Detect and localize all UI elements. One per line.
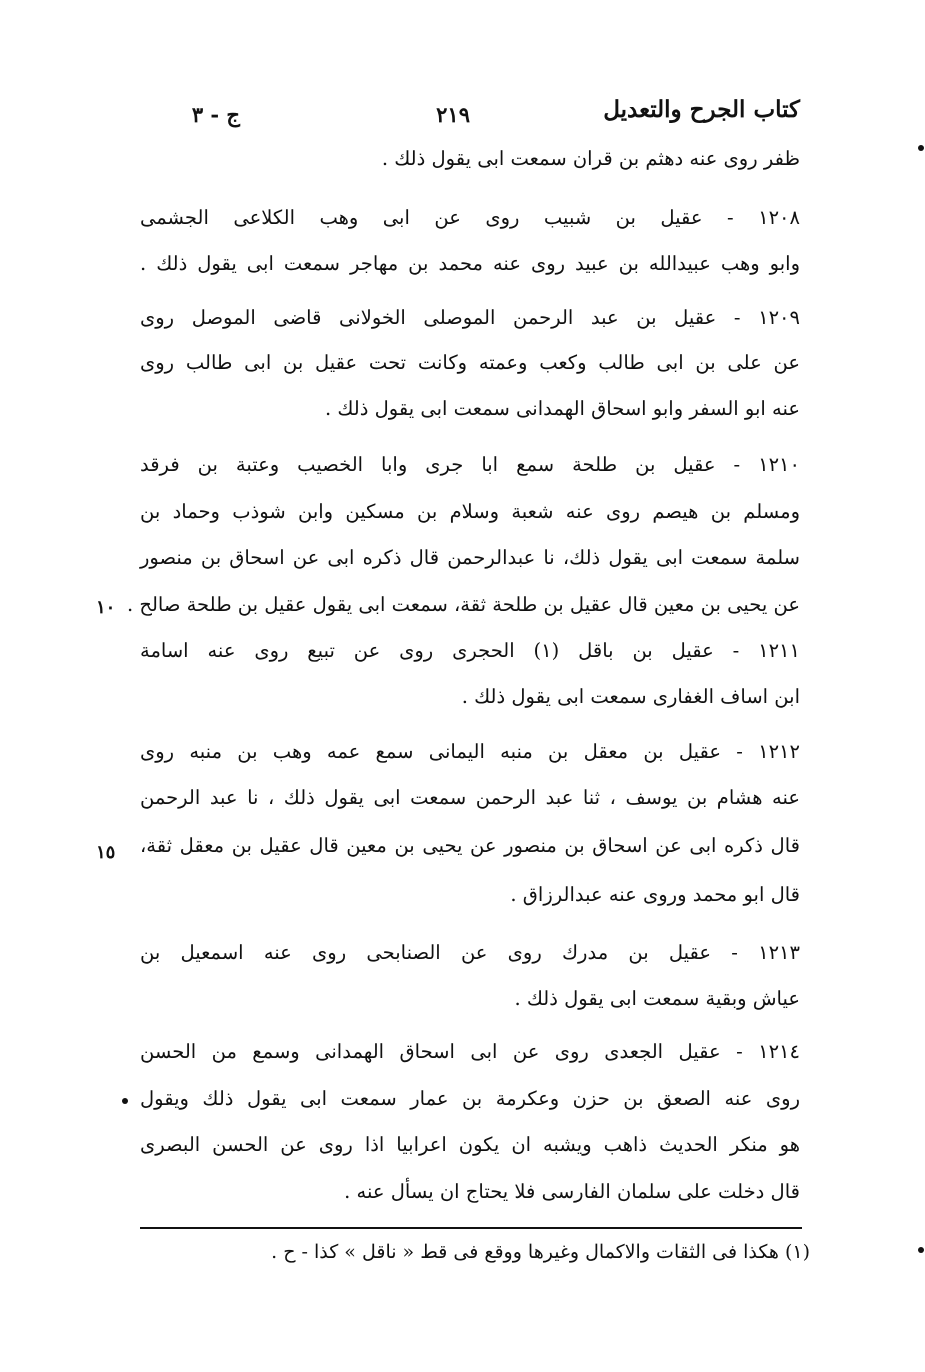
- page-number: ٢١٩: [436, 102, 470, 127]
- entry-1211-line: ١٢١١ - عقيل بن باقل (١) الحجرى روى عن تبيع روى عنه اسامة: [140, 639, 800, 662]
- entry-1209-line: ١٢٠٩ - عقيل بن عبد الرحمن الموصلى الخولانى قاضى الموصل روى: [140, 306, 800, 329]
- text-line: قال ابو محمد وروى عنه عبدالرزاق .: [510, 883, 800, 906]
- text-line: عنه هشام بن يوسف ، ثنا عبد الرحمن سمعت ابى يقول ذلك ، نا عبد الرحمن: [140, 786, 800, 809]
- text-line: عياش وبقية سمعت ابى يقول ذلك .: [514, 987, 800, 1010]
- book-title: كتاب الجرح والتعديل: [603, 96, 800, 123]
- margin-line-number: ١٠: [96, 597, 116, 618]
- text-line: قال ذكره ابى عن اسحاق بن منصور عن يحيى بن معين قال عقيل بن معقل ثقة،: [140, 834, 800, 857]
- text-line: وابو وهب عبيدالله بن عبيد روى عنه محمد بن مهاجر سمعت ابى يقول ذلك .: [140, 252, 800, 275]
- text-line: هو منكر الحديث ذاهب ويشبه ان يكون اعرابيا اذا روى عن الحسن البصرى: [140, 1133, 800, 1156]
- entry-1208-line: ١٢٠٨ - عقيل بن شبيب روى عن ابى وهب الكلاعى الجشمى: [140, 206, 800, 229]
- volume-label: ج - ٣: [191, 102, 240, 127]
- text-line: ظفر روى عنه دهثم بن قران سمعت ابى يقول ذلك .: [381, 147, 800, 170]
- page-header: [140, 96, 800, 136]
- footnote: (١) هكذا فى الثقات والاكمال وغيرها ووقع فى قط « ناقل » كذا - ح .: [271, 1241, 810, 1263]
- text-line: عن على بن ابى طالب وكعب وعمته وكانت تحت عقيل بن ابى طالب روى: [140, 351, 800, 374]
- entry-1214-line: ١٢١٤ - عقيل الجعدى روى عن ابى اسحاق الهمدانى وسمع من الحسن: [140, 1040, 800, 1063]
- footnote-divider: [140, 1227, 802, 1229]
- text-line: ابن اساف الغفارى سمعت ابى يقول ذلك .: [461, 685, 800, 708]
- margin-dot: [122, 1098, 128, 1104]
- margin-dot: [918, 145, 924, 151]
- margin-dot: [918, 1247, 924, 1253]
- text-line: عن يحيى بن معين قال عقيل بن طلحة ثقة، سمعت ابى يقول عقيل بن طلحة صالح .: [126, 593, 800, 616]
- text-line: ومسلم بن هيصم روى عنه شعبة وسلام بن مسكين وابن شوذب وحماد بن: [140, 500, 800, 523]
- text-line: سلمة سمعت ابى يقول ذلك، نا عبدالرحمن قال ذكره ابى عن اسحاق بن منصور: [140, 546, 800, 569]
- entry-1213-line: ١٢١٣ - عقيل بن مدرك روى عن الصنابحى روى عنه اسمعيل بن: [140, 941, 800, 964]
- text-line: عنه ابو السفر وابو اسحاق الهمدانى سمعت ابى يقول ذلك .: [324, 397, 800, 420]
- entry-1212-line: ١٢١٢ - عقيل بن معقل بن منبه اليمانى سمع عمه وهب بن منبه روى: [140, 740, 800, 763]
- margin-line-number: ١٥: [96, 842, 116, 863]
- text-line: قال دخلت على سلمان الفارسى فلا يحتاج ان يسأل عنه .: [344, 1180, 800, 1203]
- entry-1210-line: ١٢١٠ - عقيل بن طلحة سمع ابا جرى وابا الخصيب وعتبة بن فرقد: [140, 453, 800, 476]
- text-line: روى عنه الصعق بن حزن وعكرمة بن عمار سمعت ابى يقول ذلك ويقول: [140, 1087, 800, 1110]
